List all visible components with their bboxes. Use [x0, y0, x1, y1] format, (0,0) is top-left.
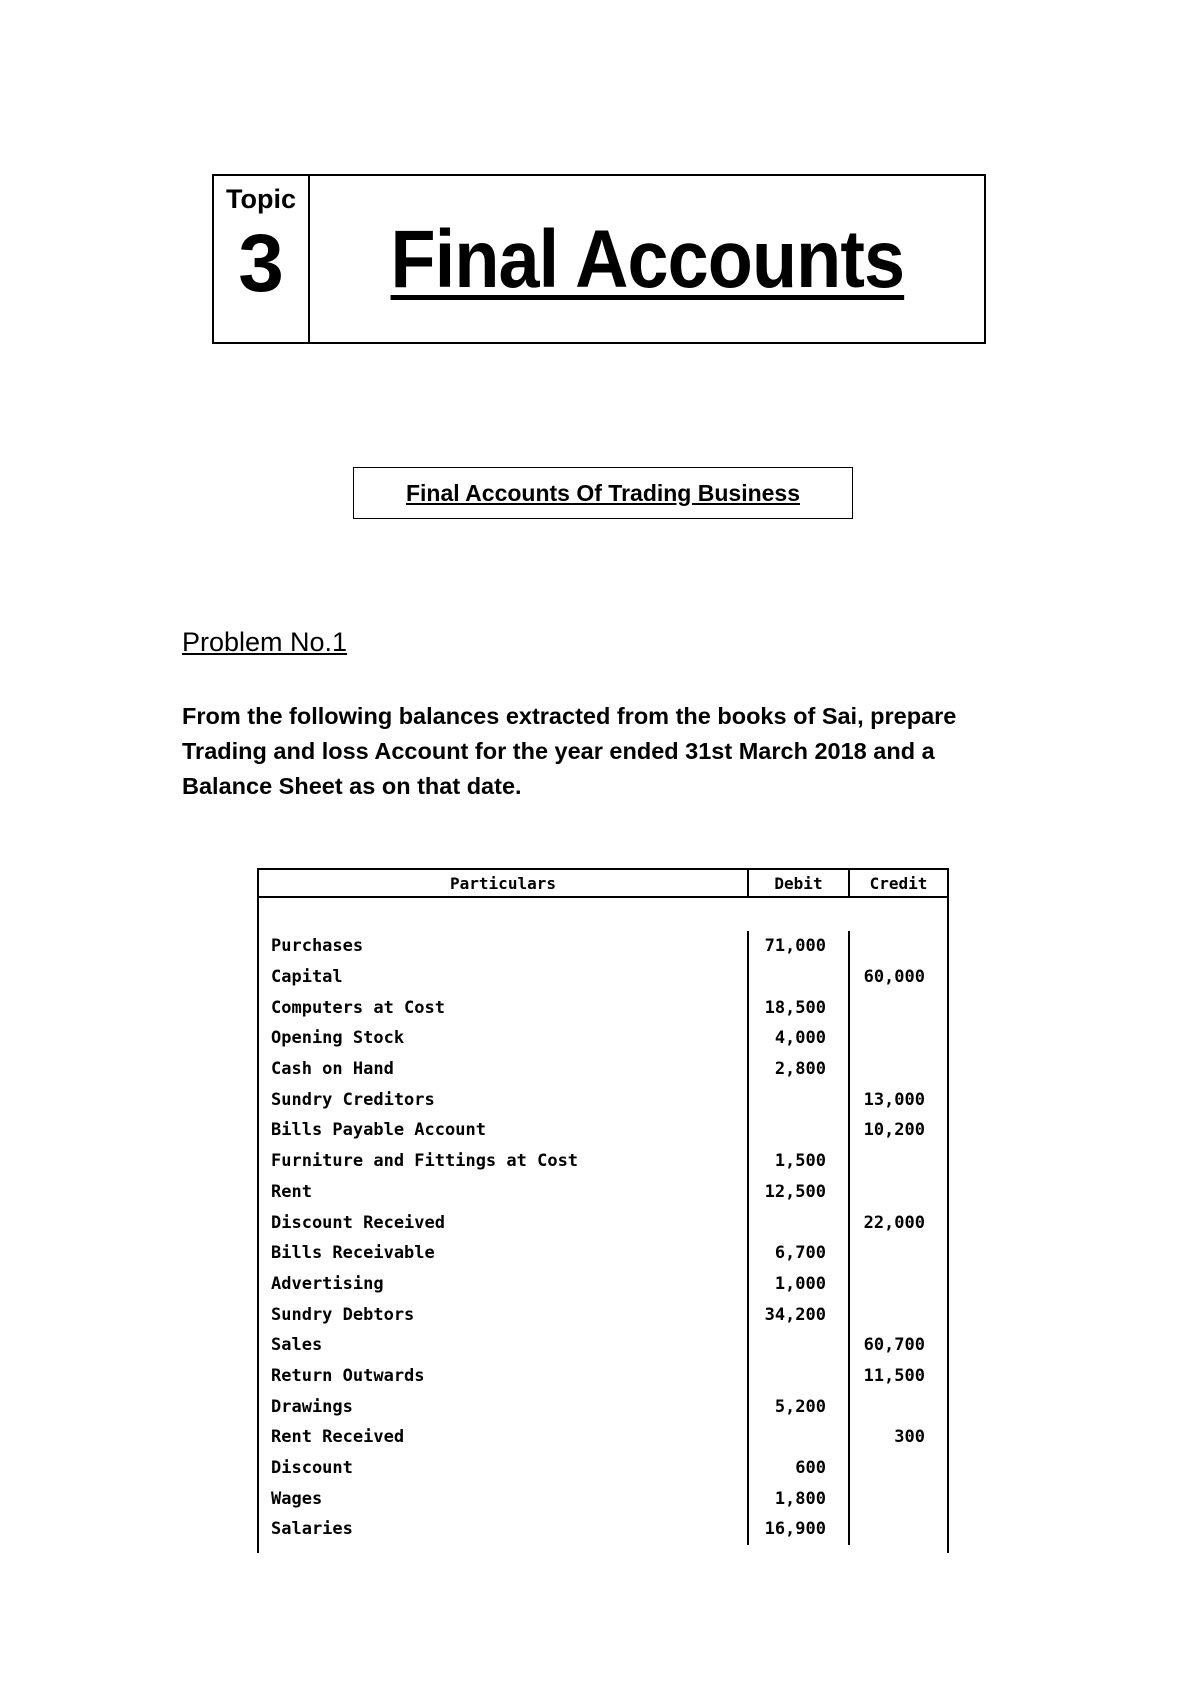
row-credit: [848, 1269, 947, 1300]
row-particulars: Purchases: [271, 936, 364, 957]
table-row: [259, 1514, 947, 1545]
row-debit: 18,500: [747, 992, 848, 1023]
row-particulars: Rent: [271, 1181, 312, 1202]
header-credit: Credit: [848, 870, 947, 896]
row-particulars: Furniture and Fittings at Cost: [271, 1151, 579, 1172]
topic-cell: [214, 176, 310, 342]
table-row: [259, 931, 947, 962]
row-debit: [747, 1330, 848, 1361]
row-debit: 1,500: [747, 1146, 848, 1177]
table-row: [259, 1084, 947, 1115]
row-credit: 60,000: [848, 962, 947, 993]
table-row: [259, 1269, 947, 1300]
row-debit: [747, 962, 848, 993]
table-row: [259, 992, 947, 1023]
row-credit: [848, 1023, 947, 1054]
problem-heading: Problem No.1: [182, 627, 348, 657]
row-particulars: Return Outwards: [271, 1365, 425, 1386]
row-credit: [848, 1391, 947, 1422]
row-particulars: Sundry Creditors: [271, 1089, 435, 1110]
row-credit: [848, 1453, 947, 1484]
table-row: [259, 1483, 947, 1514]
row-credit: [848, 1238, 947, 1269]
row-debit: [747, 1361, 848, 1392]
row-particulars: Rent Received: [271, 1427, 405, 1448]
row-credit: [848, 1054, 947, 1085]
row-credit: [848, 931, 947, 962]
table-row: [259, 1453, 947, 1484]
header-debit: Debit: [747, 870, 848, 896]
row-particulars: Discount Received: [271, 1212, 445, 1233]
section-title: Final Accounts Of Trading Business: [405, 479, 801, 506]
section-title-box: [353, 467, 853, 519]
problem-text: From the following balances extracted from the books of Sai, prepare Trading and loss Account for the year ended 31st March 2018 and a Balance Sheet as on that date.: [182, 703, 957, 799]
table-row: [259, 1023, 947, 1054]
table-row: [259, 1054, 947, 1085]
row-debit: 16,900: [747, 1514, 848, 1545]
row-credit: 60,700: [848, 1330, 947, 1361]
row-debit: 2,800: [747, 1054, 848, 1085]
row-credit: 11,500: [848, 1361, 947, 1392]
row-debit: 4,000: [747, 1023, 848, 1054]
table-row: [259, 1115, 947, 1146]
row-credit: 22,000: [848, 1207, 947, 1238]
table-row: [259, 1361, 947, 1392]
table-row: [259, 1238, 947, 1269]
title-cell: [310, 176, 984, 342]
header-particulars: Particulars: [450, 873, 556, 893]
row-particulars: Sundry Debtors: [271, 1304, 415, 1325]
row-particulars: Salaries: [271, 1519, 353, 1540]
topic-label: Topic: [226, 184, 296, 214]
table-header: [257, 868, 949, 898]
table-row: [259, 1422, 947, 1453]
table-row: [259, 962, 947, 993]
row-particulars: Bills Payable Account: [271, 1120, 486, 1141]
row-credit: [848, 1514, 947, 1545]
row-debit: 71,000: [747, 931, 848, 962]
row-debit: 1,000: [747, 1269, 848, 1300]
row-credit: [848, 992, 947, 1023]
row-debit: [747, 1115, 848, 1146]
table-row: [259, 1330, 947, 1361]
row-particulars: Advertising: [271, 1273, 384, 1294]
row-particulars: Capital: [271, 967, 343, 988]
row-credit: [848, 1146, 947, 1177]
row-credit: [848, 1177, 947, 1208]
table-row: [259, 1177, 947, 1208]
row-particulars: Wages: [271, 1488, 323, 1509]
row-debit: [747, 1422, 848, 1453]
row-credit: [848, 1299, 947, 1330]
table-row: [259, 1391, 947, 1422]
table-row: [259, 1146, 947, 1177]
row-particulars: Sales: [271, 1335, 323, 1356]
row-debit: 34,200: [747, 1299, 848, 1330]
row-debit: 1,800: [747, 1483, 848, 1514]
row-debit: 6,700: [747, 1238, 848, 1269]
balances-table: [257, 868, 949, 1553]
row-particulars: Discount: [271, 1458, 353, 1479]
topic-number: 3: [238, 218, 284, 309]
table-body: [257, 898, 949, 1553]
row-particulars: Bills Receivable: [271, 1243, 435, 1264]
row-credit: 13,000: [848, 1084, 947, 1115]
row-debit: [747, 1084, 848, 1115]
page-title: Final Accounts: [390, 214, 904, 305]
row-credit: [848, 1483, 947, 1514]
row-debit: 12,500: [747, 1177, 848, 1208]
row-debit: 5,200: [747, 1391, 848, 1422]
table-row: [259, 1299, 947, 1330]
row-particulars: Cash on Hand: [271, 1059, 394, 1080]
table-row: [259, 1207, 947, 1238]
topic-header-box: [212, 174, 986, 344]
row-credit: 10,200: [848, 1115, 947, 1146]
row-debit: 600: [747, 1453, 848, 1484]
row-particulars: Opening Stock: [271, 1028, 405, 1049]
row-credit: 300: [848, 1422, 947, 1453]
row-debit: [747, 1207, 848, 1238]
row-particulars: Computers at Cost: [271, 997, 445, 1018]
row-particulars: Drawings: [271, 1396, 353, 1417]
